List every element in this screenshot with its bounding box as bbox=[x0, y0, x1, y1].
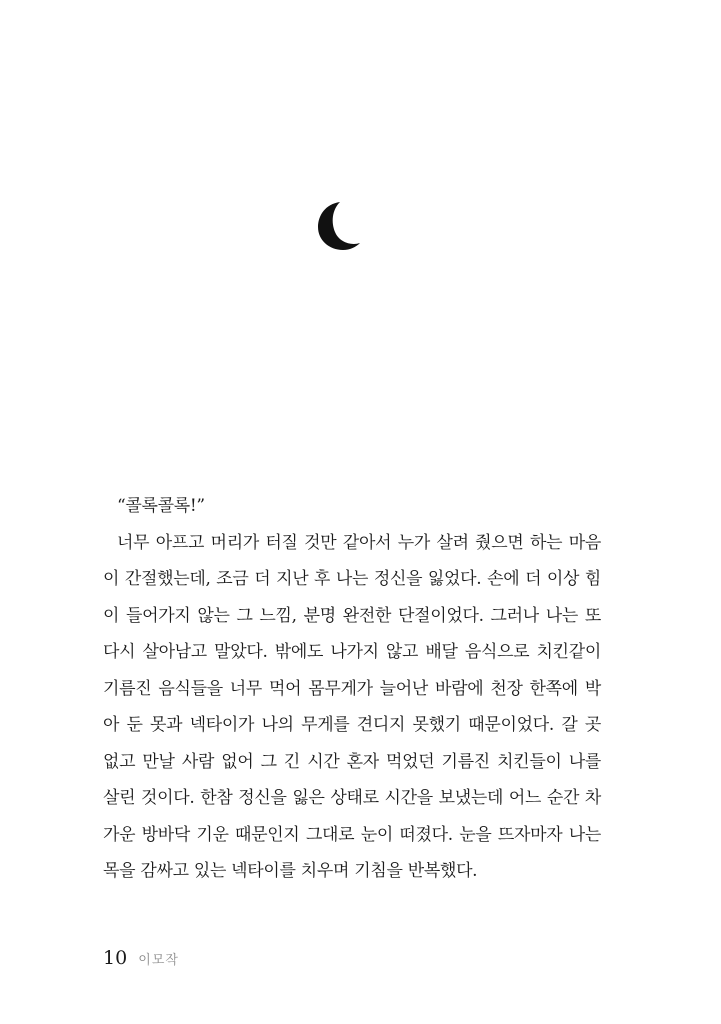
paragraph-line: 다시 살아남고 말았다. 밖에도 나가지 않고 배달 음식으로 치킨같이 bbox=[103, 642, 601, 662]
page-footer bbox=[103, 945, 179, 971]
paragraph-line: 살린 것이다. 한참 정신을 잃은 상태로 시간을 보냈는데 어느 순간 차 bbox=[103, 788, 601, 808]
crescent-moon-icon bbox=[316, 201, 362, 251]
paragraph-line: 가운 방바닥 기운 때문인지 그대로 눈이 떠졌다. 눈을 뜨자마자 나는 bbox=[103, 824, 601, 845]
paragraph-line: 이 간절했는데, 조금 더 지난 후 나는 정신을 잃었다. 손에 더 이상 힘 bbox=[103, 569, 601, 589]
body-text bbox=[103, 488, 601, 890]
page-number: 10 bbox=[103, 947, 128, 969]
running-title: 이모작 bbox=[138, 953, 179, 968]
paragraph-line: 기름진 음식들을 너무 먹어 몸무게가 늘어난 바람에 천장 한쪽에 박 bbox=[103, 678, 601, 699]
paragraph-line: 목을 감싸고 있는 넥타이를 치우며 기침을 반복했다. bbox=[103, 861, 478, 881]
paragraph-line: 이 들어가지 않는 그 느낌, 분명 완전한 단절이었다. 그러나 나는 또 bbox=[103, 605, 601, 626]
paragraph-line: 없고 만날 사람 없어 그 긴 시간 혼자 먹었던 기름진 치킨들이 나를 bbox=[103, 751, 601, 772]
dialogue-line: “콜록콜록!” bbox=[117, 496, 205, 516]
paragraph-line: 아 둔 못과 넥타이가 나의 무게를 견디지 못했기 때문이었다. 갈 곳 bbox=[103, 715, 601, 735]
paragraph-line: 너무 아프고 머리가 터질 것만 같아서 누가 살려 줬으면 하는 마음 bbox=[117, 532, 601, 553]
